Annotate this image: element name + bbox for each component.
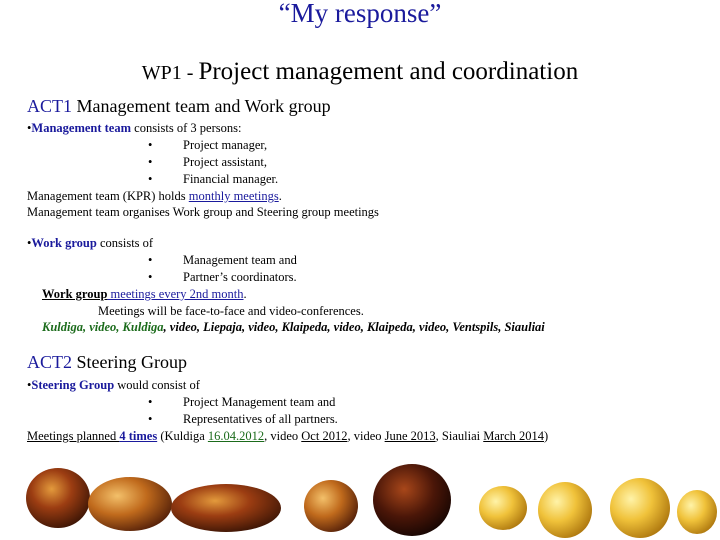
amber-stone [677,490,717,534]
amber-stone [538,482,592,538]
locations-green: Kuldiga, video, Kuldiga [42,320,164,334]
list-item [148,411,152,427]
bullet: • [27,121,32,135]
subtitle-prefix: WP1 - [141,62,199,84]
organises-line: Management team organises Work group and Steering group meetings [27,205,379,219]
list-item [148,394,152,410]
locations-line [42,319,545,335]
steering-intro-rest: would consist of [114,378,200,392]
amber-stone [171,484,281,532]
bullet: • [27,236,32,250]
kpr-period: . [278,189,282,203]
mgmt-intro-rest: consists of 3 persons: [131,121,242,135]
meetings-planned-line [27,428,548,444]
list-item [148,154,152,170]
act1-code: ACT1 [27,96,72,116]
steering-member-2: Representatives of all partners. [183,412,338,426]
bullet: • [148,172,153,186]
work-member-1: Management team and [183,253,297,267]
amber-stone [373,464,451,536]
mgmt-team-label: Management team [31,121,132,135]
subtitle-text: Project management and coordination [198,58,579,85]
june-2013-link[interactable]: June 2013 [384,429,436,443]
mgmt-member-2: Project assistant, [183,155,268,169]
work-intro-rest: consists of [96,236,154,250]
steering-intro [27,377,200,393]
work-group-label: Work group [31,236,97,250]
planned-g: , video [347,429,385,443]
act2-title: Steering Group [72,352,187,372]
bullet: • [148,138,153,152]
wg-every-2nd-month-link[interactable]: meetings every 2nd month [107,287,244,301]
act2-code: ACT2 [27,352,72,372]
planned-e: , video [264,429,302,443]
mgmt-member-1: Project manager, [183,138,268,152]
kpr-text-a: Management team (KPR) holds [27,189,189,203]
amber-stone [610,478,670,538]
bullet: • [148,253,153,267]
amber-stone [479,486,527,530]
wg-period: . [243,287,247,301]
planned-i: , Siauliai [435,429,484,443]
march-2014-link[interactable]: March 2014 [483,429,544,443]
kpr-line [27,188,282,204]
date-16-04-2012-link[interactable]: 16.04.2012 [207,429,265,443]
bullet: • [27,378,32,392]
oct-2012-link[interactable]: Oct 2012 [301,429,348,443]
bullet: • [148,155,153,169]
list-item [148,137,152,153]
monthly-meetings-link[interactable]: monthly meetings [188,189,279,203]
mgmt-intro [27,120,241,136]
slide-subtitle [0,58,720,86]
work-intro [27,235,153,251]
amber-stone [26,468,90,528]
planned-c: (Kuldiga [157,429,208,443]
act2-heading [27,352,187,373]
wg-meetings-line [42,286,247,302]
locations-rest: , video, Liepaja, video, Klaipeda, video, Klaipeda, video, Ventspils, Siauliai [163,320,545,334]
wg-label: Work group [42,287,108,301]
bullet: • [148,395,153,409]
work-member-2: Partner’s coordinators. [183,270,297,284]
amber-stone [304,480,358,532]
planned-k: ) [544,429,549,443]
list-item [148,269,152,285]
act1-heading [27,96,331,117]
slide-title: “My response” [278,0,442,28]
bullet: • [148,270,153,284]
amber-stone [88,477,172,531]
amber-stones-image [0,456,720,540]
steering-member-1: Project Management team and [183,395,336,409]
list-item [148,171,152,187]
bullet: • [148,412,153,426]
steering-group-label: Steering Group [31,378,115,392]
face-to-face-line: Meetings will be face-to-face and video-conferences. [98,304,364,318]
four-times-link[interactable]: 4 times [119,429,158,443]
list-item [148,252,152,268]
act1-title: Management team and Work group [72,96,331,116]
mgmt-member-3: Financial manager. [183,172,279,186]
planned-a: Meetings planned [27,429,120,443]
